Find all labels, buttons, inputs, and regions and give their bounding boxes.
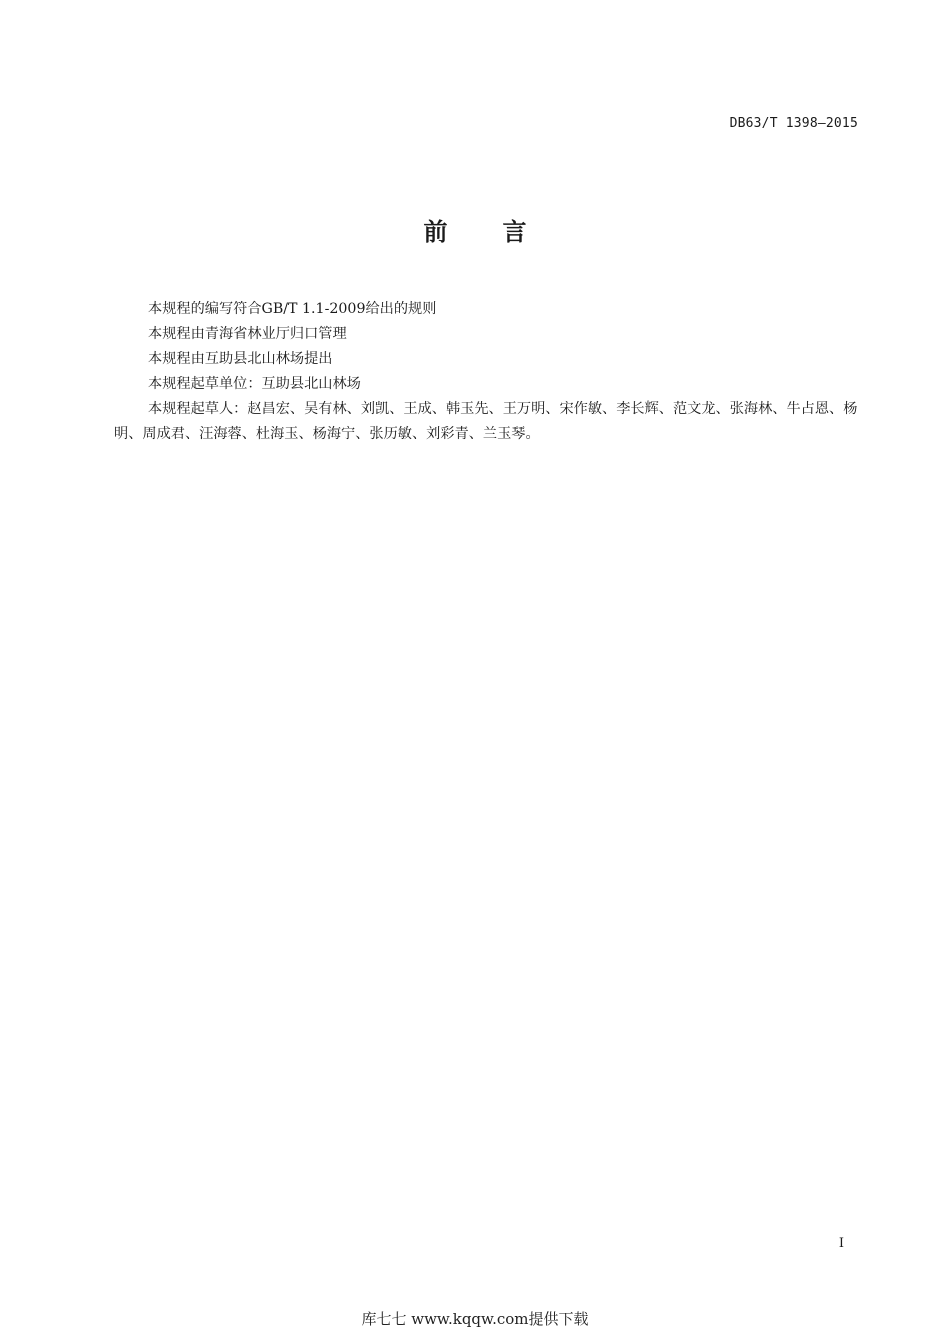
page-number: I bbox=[838, 1236, 844, 1251]
foreword-body bbox=[114, 297, 860, 447]
document-code: DB63/T 1398—2015 bbox=[729, 116, 858, 131]
paragraph-format-rules: 本规程的编写符合GB/T 1.1-2009给出的规则 bbox=[148, 301, 437, 317]
footer-watermark: 库七七 www.kqqw.com提供下载 bbox=[361, 1310, 589, 1328]
page-title: 前言 bbox=[423, 218, 582, 246]
paragraph-drafting-unit: 本规程起草单位：互助县北山林场 bbox=[148, 376, 361, 392]
paragraph-management: 本规程由青海省林业厅归口管理 bbox=[148, 326, 347, 342]
paragraph-proposer: 本规程由互助县北山林场提出 bbox=[148, 351, 333, 367]
paragraph-drafters: 本规程起草人：赵昌宏、吴有林、刘凯、王成、韩玉先、王万明、宋作敏、李长辉、范文龙、张海林、牛占恩、杨明、周成君、汪海蓉、杜海玉、杨海宁、张历敏、刘彩青、兰玉琴。 bbox=[114, 401, 858, 442]
